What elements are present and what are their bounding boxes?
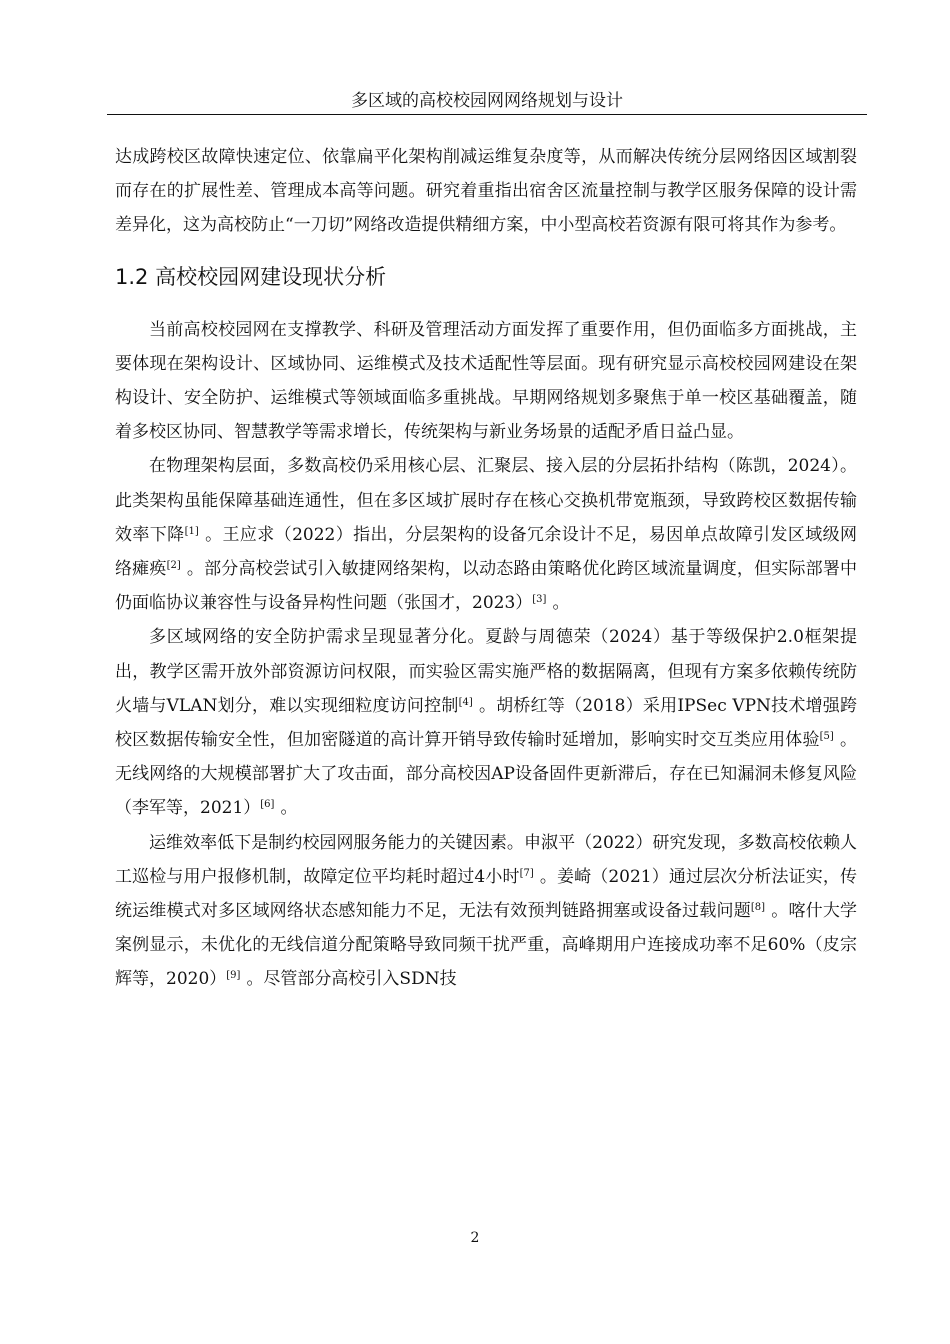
- page-number: 2: [470, 1230, 480, 1246]
- citation-3: [3]: [532, 594, 547, 606]
- paragraph-text: 。: [552, 593, 570, 614]
- running-header-title: 多区域的高校校园网网络规划与设计: [351, 91, 623, 111]
- citation-8: [8]: [750, 902, 766, 914]
- citation-9: [9]: [226, 970, 241, 982]
- running-header: [107, 88, 867, 115]
- paragraph-text: 。部分高校尝试引入敏捷网络架构，以动态路由策略优化跨区域流量调度，但实际部署中仍面临协议兼容性与设备异构性问题（张国才，2023）: [115, 559, 858, 614]
- paragraph-text: 运维效率低下是制约校园网服务能力的关键因素。申淑平（2022）研究发现，多数高校依赖人工巡检与用户报修机制，故障定位平均耗时超过4小时: [115, 832, 857, 887]
- paragraph-security: [115, 620, 857, 825]
- paragraph-text: 。胡桥红等（2018）采用IPSec VPN技术增强跨校区数据传输安全性，但加密隧道的高计算开销导致传输时延增加，影响实时交互类应用体验: [115, 695, 858, 751]
- paragraph-continued: 达成跨校区故障快速定位、依靠扁平化架构削减运维复杂度等，从而解决传统分层网络因区域割裂而存在的扩展性差、管理成本高等问题。研究着重指出宿舍区流量控制与教学区服务保障的设计需差异化，这为高校防止“一刀切”网络改造提供精细方案，中小型高校若资源有限可将其作为参考。: [115, 147, 857, 236]
- paragraph-text: 。尽管部分高校引入SDN技: [246, 969, 457, 990]
- paragraph-text: 。王应求（2022）指出，分层架构的设备冗余设计不足，易因单点故障引发区域级网络瘫痪: [115, 524, 858, 580]
- section-heading: 1.2 高校校园网建设现状分析: [115, 264, 387, 289]
- paragraph-operations: [115, 826, 857, 997]
- citation-5: [5]: [819, 731, 834, 743]
- citation-4: [4]: [458, 696, 473, 708]
- paragraph-architecture: [115, 449, 857, 620]
- page-body: [115, 140, 857, 997]
- paragraph-text: 在物理架构层面，多数高校仍采用核心层、汇聚层、接入层的分层拓扑结构（陈凯，2024）。此类架构虽能保障基础连通性，但在多区域扩展时存在核心交换机带宽瓶颈，导致跨校区数据传输效率下降: [115, 456, 857, 545]
- paragraph-text: 。喀什大学案例显示，未优化的无线信道分配策略导致同频干扰严重，高峰期用户连接成功率不足60%（皮宗辉等，2020）: [115, 901, 858, 990]
- citation-1: [1]: [184, 525, 199, 537]
- citation-6: [6]: [260, 799, 275, 811]
- paragraph-text: 。姜崎（2021）通过层次分析法证实，传统运维模式对多区域网络状态感知能力不足，无法有效预判链路拥塞或设备过载问题: [115, 866, 857, 922]
- paragraph-text: 。无线网络的大规模部署扩大了攻击面，部分高校因AP设备固件更新滞后，存在已知漏洞未修复风险（李军等，2021）: [115, 730, 857, 819]
- paragraph-overview: 当前高校校园网在支撑教学、科研及管理活动方面发挥了重要作用，但仍面临多方面挑战，主要体现在架构设计、区域协同、运维模式及技术适配性等层面。现有研究显示高校校园网建设在架构设计、安全防护、运维模式等领域面临多重挑战。早期网络规划多聚焦于单一校区基础覆盖，随着多校区协同、智慧教学等需求增长，传统架构与新业务场景的适配矛盾日益凸显。: [115, 319, 857, 443]
- citation-2: [2]: [166, 560, 181, 572]
- citation-7: [7]: [519, 867, 534, 879]
- paragraph-text: 。: [280, 798, 298, 819]
- paragraph-text: 多区域网络的安全防护需求呈现显著分化。夏龄与周德荣（2024）基于等级保护2.0框架提出，教学区需开放外部资源访问权限，而实验区需实施严格的数据隔离，但现有方案多依赖传统防火墙与VLAN划分，难以实现细粒度访问控制: [115, 627, 857, 716]
